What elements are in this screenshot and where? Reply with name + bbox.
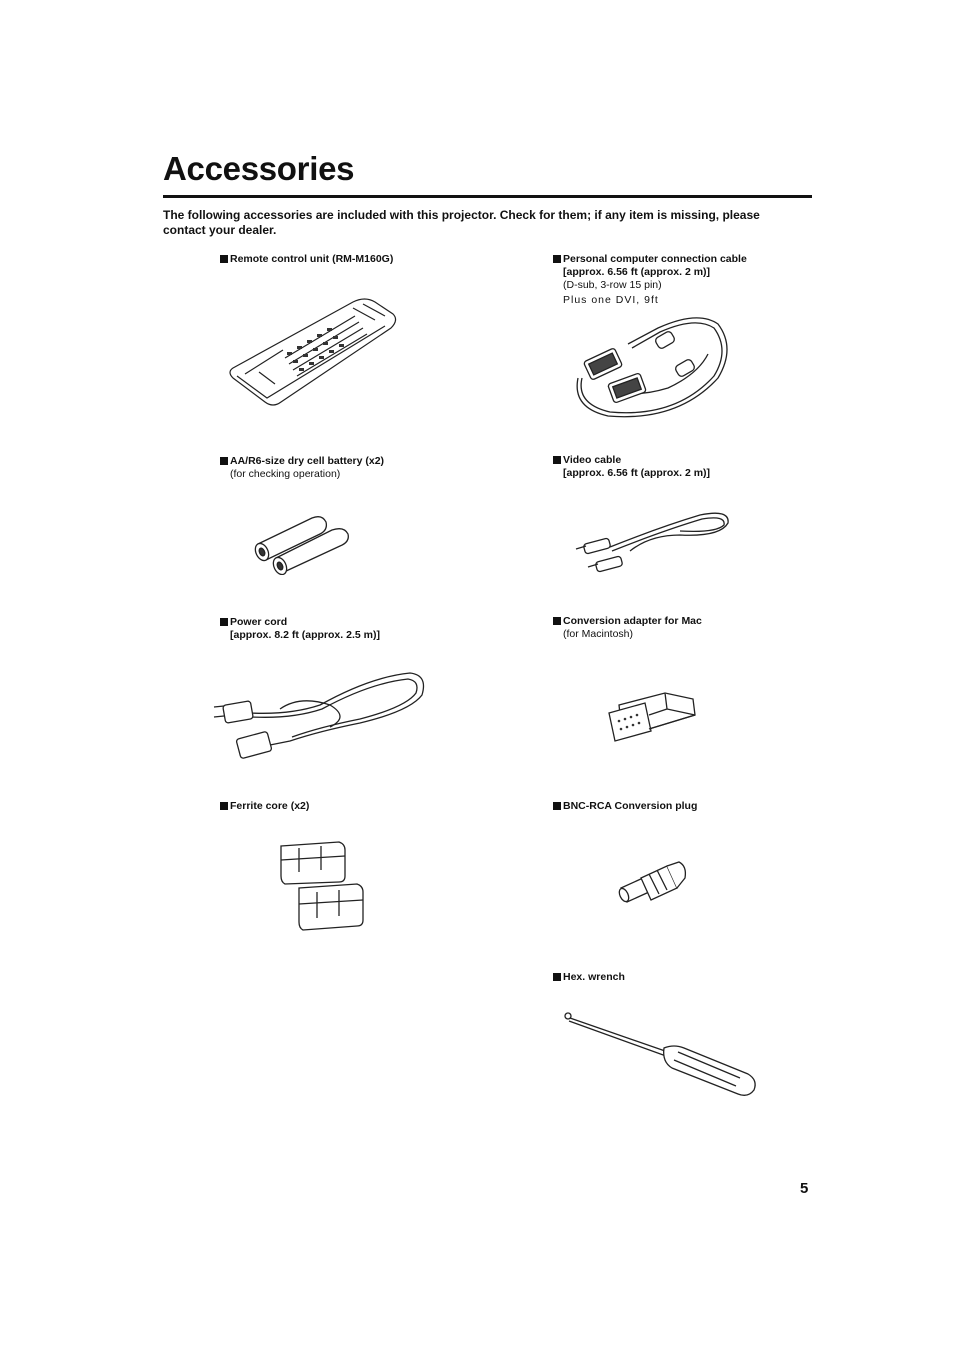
- remote-label: Remote control unit (RM-M160G): [230, 253, 394, 265]
- bullet-square-icon: [553, 802, 561, 810]
- remote-item: [220, 253, 393, 266]
- ferrite-item: [220, 800, 309, 813]
- video-cable-item: [553, 454, 710, 480]
- bullet-square-icon: [220, 457, 228, 465]
- video-cable-length: [approx. 6.56 ft (approx. 2 m)]: [563, 467, 711, 479]
- power-cord-length: [approx. 8.2 ft (approx. 2.5 m)]: [230, 629, 380, 641]
- ferrite-illustration: [275, 838, 367, 938]
- power-cord-label: Power cord: [230, 616, 288, 628]
- pc-cable-type: (D-sub, 3-row 15 pin): [563, 279, 662, 291]
- power-cord-item: [220, 616, 380, 642]
- page-title: Accessories: [163, 150, 355, 187]
- mac-adapter-note: (for Macintosh): [563, 628, 634, 640]
- bnc-plug-label: BNC-RCA Conversion plug: [563, 800, 698, 812]
- battery-label: AA/R6-size dry cell battery (x2): [230, 455, 385, 467]
- bullet-square-icon: [553, 255, 561, 263]
- video-cable-illustration: [570, 505, 735, 580]
- bullet-square-icon: [220, 255, 228, 263]
- intro-text: The following accessories are included with this projector. Check for them; if any item is missing, please contact your dealer.: [163, 208, 760, 237]
- pc-cable-note: Plus one DVI, 9ft: [563, 294, 659, 306]
- battery-note: (for checking operation): [230, 468, 341, 480]
- mac-adapter-item: [553, 615, 702, 641]
- bullet-square-icon: [220, 618, 228, 626]
- ferrite-label: Ferrite core (x2): [230, 800, 310, 812]
- hex-wrench-label: Hex. wrench: [563, 971, 625, 983]
- remote-control-illustration: [225, 290, 405, 415]
- pc-cable-illustration: [568, 308, 733, 423]
- pc-cable-label: Personal computer connection cable: [563, 253, 747, 265]
- mac-adapter-label: Conversion adapter for Mac: [563, 615, 702, 627]
- title-rule: [163, 195, 812, 198]
- hex-wrench-illustration: [560, 1008, 765, 1100]
- pc-cable-item: [553, 253, 747, 307]
- bnc-plug-illustration: [615, 860, 690, 910]
- bnc-plug-item: [553, 800, 697, 813]
- bullet-square-icon: [553, 617, 561, 625]
- video-cable-label: Video cable: [563, 454, 622, 466]
- page-number: 5: [800, 1180, 809, 1197]
- battery-item: [220, 455, 384, 481]
- pc-cable-length: [approx. 6.56 ft (approx. 2 m)]: [563, 266, 711, 278]
- bullet-square-icon: [553, 456, 561, 464]
- mac-adapter-illustration: [605, 685, 700, 745]
- bullet-square-icon: [553, 973, 561, 981]
- power-cord-illustration: [210, 665, 430, 765]
- hex-wrench-item: [553, 971, 625, 984]
- battery-illustration: [250, 510, 355, 575]
- bullet-square-icon: [220, 802, 228, 810]
